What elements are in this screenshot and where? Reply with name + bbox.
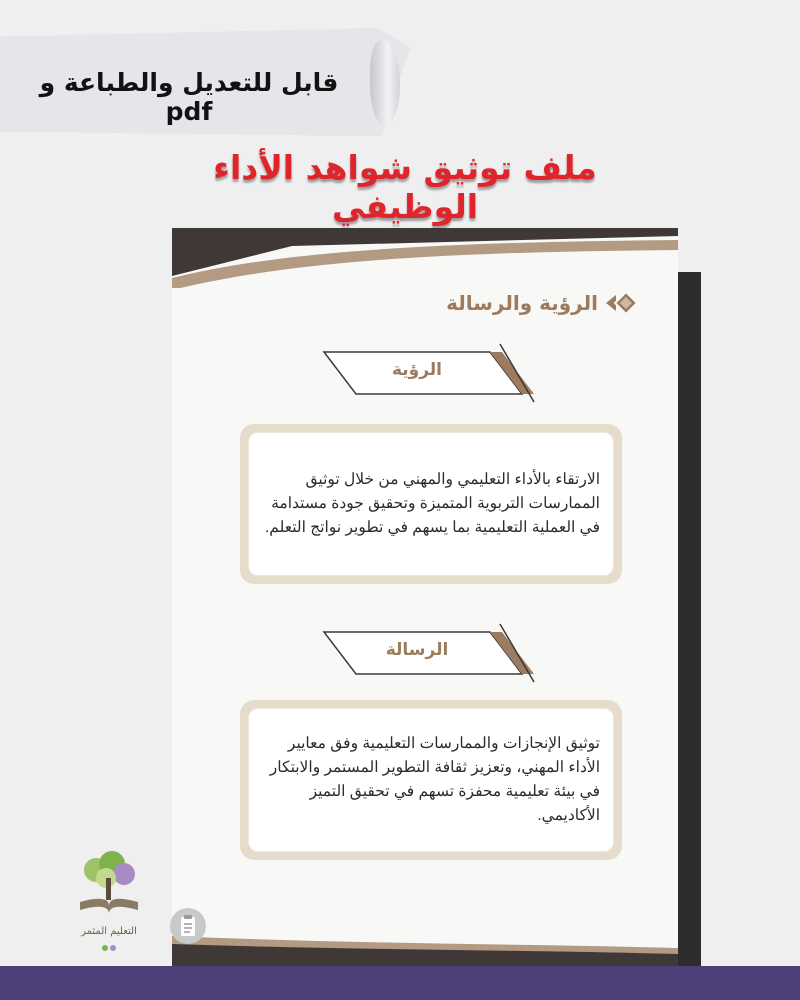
- vision-text-box: [240, 424, 622, 584]
- card-bottom-decoration: [172, 918, 678, 968]
- clipboard-icon: [170, 908, 206, 944]
- mission-text: توثيق الإنجازات والممارسات التعليمية وفق معايير الأداء المهني، وتعزيز ثقافة التطوير المستمر والابتكار في بيئة تعليمية محفزة تسهم في تحقيق التميز الأكاديمي.: [269, 735, 600, 824]
- banner-text: قابل للتعديل والطباعة و pdf: [39, 68, 339, 126]
- logo-dots-icon: [99, 944, 119, 952]
- diamond-arrow-icon: [604, 290, 640, 316]
- page-title: ملف توثيق شواهد الأداء الوظيفي: [213, 148, 597, 226]
- mission-label-tab: [322, 620, 542, 690]
- section-heading-text: الرؤية والرسالة: [446, 291, 598, 315]
- logo-name: التعليم المثمر: [81, 926, 137, 937]
- card-top-decoration: [172, 228, 678, 288]
- mission-text-box: [240, 700, 622, 860]
- brand-logo: [72, 850, 146, 965]
- vision-label-tab: [322, 340, 542, 410]
- tree-book-icon: [72, 850, 146, 920]
- vision-label: الرؤية: [391, 360, 443, 380]
- mission-label: الرسالة: [385, 640, 449, 660]
- section-heading: [200, 290, 640, 316]
- footer-bar: [0, 966, 800, 1000]
- vision-text: الارتقاء بالأداء التعليمي والمهني من خلال توثيق الممارسات التربوية المتميزة وتحقيق جودة مستدامة في العملية التعليمية بما يسهم في تطوير نواتج التعلم.: [264, 471, 600, 536]
